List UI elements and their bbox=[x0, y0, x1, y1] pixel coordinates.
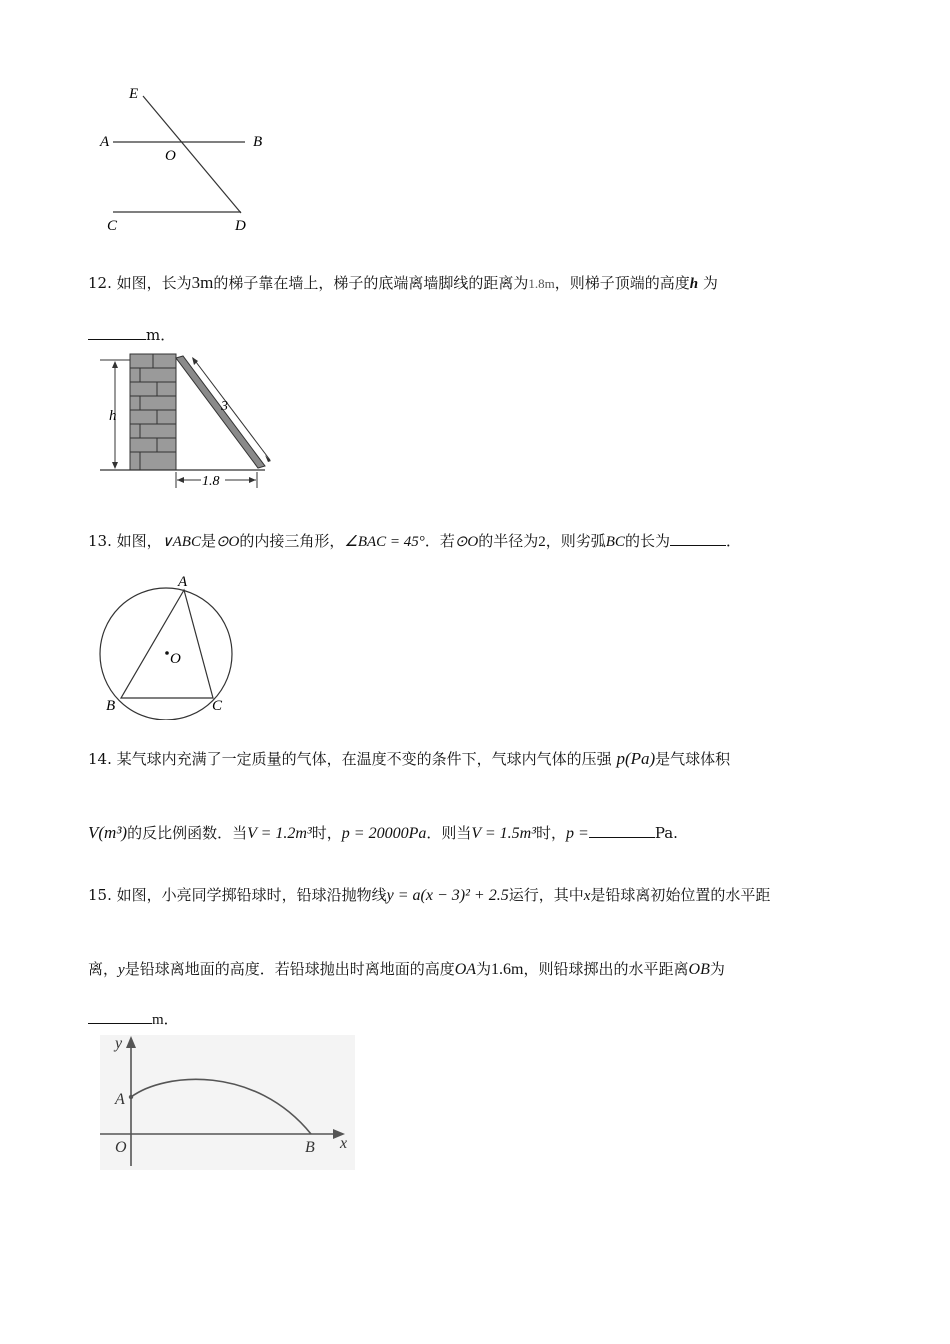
label-O: O bbox=[165, 148, 176, 164]
label-base-length: 1.8 bbox=[202, 474, 220, 489]
label-D: D bbox=[235, 218, 246, 234]
question-number: 15. bbox=[88, 886, 112, 904]
label-ladder-length: 3 bbox=[221, 399, 228, 414]
question-15: 15. 如图，小亮同学掷铅球时，铅球沿抛物线y = a(x − 3)² + 2.5运行，其中x是铅球离初始位置的水平距 bbox=[88, 886, 771, 904]
figure-inscribed-triangle bbox=[95, 570, 245, 720]
label-E: E bbox=[129, 86, 139, 102]
question-15-line-2: 离，y是铅球离地面的高度．若铅球抛出时离地面的高度OA为1.6m，则铅球掷出的水平距离OB为 bbox=[88, 960, 725, 978]
question-14: 14. 某气球内充满了一定质量的气体，在温度不变的条件下，气球内气体的压强 p(Pa)是气球体积 bbox=[88, 749, 731, 768]
figure-parallel-lines bbox=[95, 80, 275, 240]
label-O: O bbox=[115, 1139, 127, 1156]
answer-blank[interactable] bbox=[670, 544, 726, 546]
label-h: h bbox=[109, 408, 117, 424]
arc-label: BC bbox=[605, 534, 625, 550]
label-A: A bbox=[115, 1091, 125, 1108]
label-A: A bbox=[178, 574, 188, 590]
question-number: 12. bbox=[88, 274, 112, 292]
question-12-answer-line: m． bbox=[88, 324, 175, 345]
label-B: B bbox=[253, 134, 263, 150]
label-C: C bbox=[107, 218, 118, 234]
answer-blank[interactable] bbox=[88, 338, 146, 340]
label-A: A bbox=[100, 134, 110, 150]
question-number: 13. bbox=[88, 532, 112, 550]
answer-blank[interactable] bbox=[589, 836, 655, 838]
question-12: 12. 如图，长为3m的梯子靠在墙上，梯子的底端离墙脚线的距离为1.8m，则梯子顶端的高度h 为 bbox=[88, 273, 718, 292]
question-14-line-2: V(m³)的反比例函数．当V = 1.2m³时，p = 20000Pa．则当V = 1.5m³时，p = Pa. bbox=[88, 823, 678, 842]
question-13: 13. 如图，∨ABC是⊙O的内接三角形，∠BAC = 45°．若⊙O的半径为2，则劣弧BC的长为 ． bbox=[88, 532, 741, 550]
label-y: y bbox=[115, 1035, 123, 1052]
question-number: 14. bbox=[88, 750, 112, 768]
label-O: O bbox=[170, 651, 181, 667]
figure-shot-put-parabola bbox=[95, 1030, 360, 1175]
label-x: x bbox=[340, 1135, 348, 1152]
figure-ladder-wall bbox=[95, 348, 285, 493]
label-C: C bbox=[212, 698, 223, 714]
answer-blank[interactable] bbox=[88, 1022, 152, 1024]
label-B: B bbox=[106, 698, 116, 714]
label-B: B bbox=[305, 1139, 315, 1156]
question-15-answer-line: m． bbox=[88, 1008, 179, 1029]
